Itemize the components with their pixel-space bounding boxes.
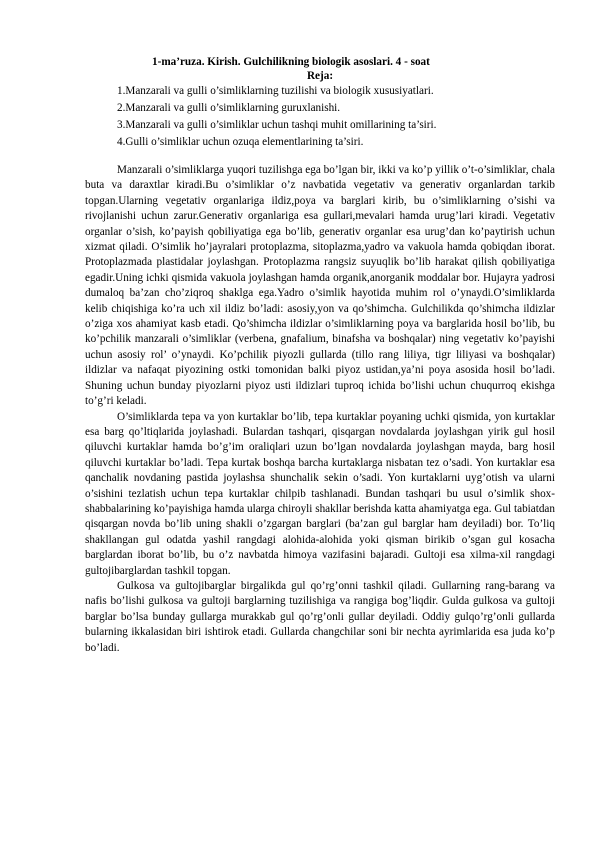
body-paragraph: O’simliklarda tepa va yon kurtaklar bo’lib, tepa kurtaklar poyaning uchki qismida, yon kurtaklar esa barg qo’ltiqlarida joylashadi. Bulardan tashqari, qisqargan novdalarda joylashgan yirik gul hosil qiluvchi kurtaklar hamda bo’g’im oraliqlari uzun bo’lgan novdalarda joylashgan mayda, barg hosil qiluvchi kurtaklar bo’ladi. Tepa kurtak boshqa barcha kurtaklarga nisbatan tez o’sadi. Yon kurtaklar esa qanchalik novdaning pastida joylashsa shunchalik sekin o’sadi. Yon kurtaklarni uyg’otish va ularni o’sishini tezlatish uchun tepa kurtaklar chilpib tashlanadi. Bundan tashqari bu usul o’simlik shox-shabbalarining ko’payishiga hamda ularga chiroyli shakllar berishda katta ahamiyatga ega. Gul tabiatdan qisqargan novda bo’lib uning shakli o’zgargan barglari (ba’zan gul barglar ham deyiladi) bor. To’liq shakllangan gul odatda yashil rangdagi alohida-alohida yoki qisman birikib o’sgan gul kosacha barglardan iborat bo’lib, bu o’z navbatda himoya vazifasini bajaradi. Gultoji esa xilma-xil rangdagi gultojibarglardan tashkil topgan. bbox=[85, 410, 555, 577]
body-paragraph: Manzarali o’simliklarga yuqori tuzilishga ega bo’lgan bir, ikki va ko’p yillik o’t-o’simliklar, chala buta va daraxtlar kiradi.Bu o’simliklar o’z navbatida vegetativ va generativ organlardan tarkib topgan.Ularning vegetativ organlariga ildiz,poya va barglari kirib, bu o’simliklarning o’sishi va rivojlanishi uchun zarur.Generativ organlariga esa gullari,mevalari hamda urug’lari kiradi. Vegetativ organlar o’sish, ko’payish qobiliyatiga ega bo’lib, generativ organlar esa urug’dan ko’paytirish uchun xizmat qiladi. O’simlik ho’jayralari protoplazma, sitoplazma,yadro va vakuola hamda qobiqdan iborat. Protoplazmada plastidalar joylashgan. Protoplazma rangsiz suyuqlik bo’lib harakat qilish qobiliyatiga egadir.Uning ichki qismida vakuola joylashgan hamda organik,anorganik moddalar bor. Hujayra yadrosi dumaloq ba’zan cho’ziqroq shaklga ega.Yadro o’simlik hayotida muhim rol o’ynaydi.O’simliklarda kelib chiqishiga ko’ra uch xil ildiz bo’ladi: asosiy,yon va qo’shimcha. Gulchilikda qo’shimcha ildizlar o’ziga xos ahamiyat kasb etadi. Qo’shimcha ildizlar o’simliklarning poya va barglarida hosil bo’lib, bu ko’pchilik manzarali o’simliklar (verbena, gnafalium, binafsha va boshqalar) ning vegetativ ko’payishi uchun asosiy rol’ o’ynaydi. Ko’pchilik piyozli gullarda (tillo rang liliya, tigr liliyasi va boshqalar) ildizlar va nafaqat piyozining ostki tomonidan balki piyoz ustidan,ya’ni poya asosida hosil bo’ladi. Shuning uchun bunday piyozlarni piyoz usti ildizlari tuproq ichida bo’lishi uchun chuqurroq ekishga to’g’ri keladi. bbox=[85, 164, 555, 408]
section-spacer bbox=[85, 151, 555, 163]
body-paragraph: Gulkosa va gultojibarglar birgalikda gul qo’rg’onni tashkil qiladi. Gullarning rang-barang va nafis bo’lishi gulkosa va gultoji barglarning tuzilishiga va rangiga bog’liqdir. Gulda gulkosa va gultoji barglar bo’lsa bunday gullarga murakkab gul qo’rg’onli gullar deyiladi. Oddiy gulqo’rg’onli gullarda bularning ikkalasidan biri ishtirok etadi. Gullarda changchilar soni bir nechta ayrimlarida esa juda ko’p bo’ladi. bbox=[85, 579, 555, 654]
document-page bbox=[85, 55, 555, 656]
plan-item: 1.Manzarali va gulli o’simliklarning tuzilishi va biologik xususiyatlari. bbox=[117, 85, 434, 97]
plan-item: 2.Manzarali va gulli o’simliklarning guruxlanishi. bbox=[117, 102, 341, 114]
plan-item: 3.Manzarali va gulli o’simliklar uchun tashqi muhit omillarining ta’siri. bbox=[117, 119, 437, 131]
plan-item: 4.Gulli o’simliklar uchun ozuqa elementlarining ta’siri. bbox=[117, 136, 364, 148]
plan-heading: Reja: bbox=[306, 70, 334, 82]
plan-list bbox=[85, 83, 555, 151]
lecture-title: 1-ma’ruza. Kirish. Gulchilikning biologik asoslari. 4 - soat bbox=[152, 56, 430, 68]
